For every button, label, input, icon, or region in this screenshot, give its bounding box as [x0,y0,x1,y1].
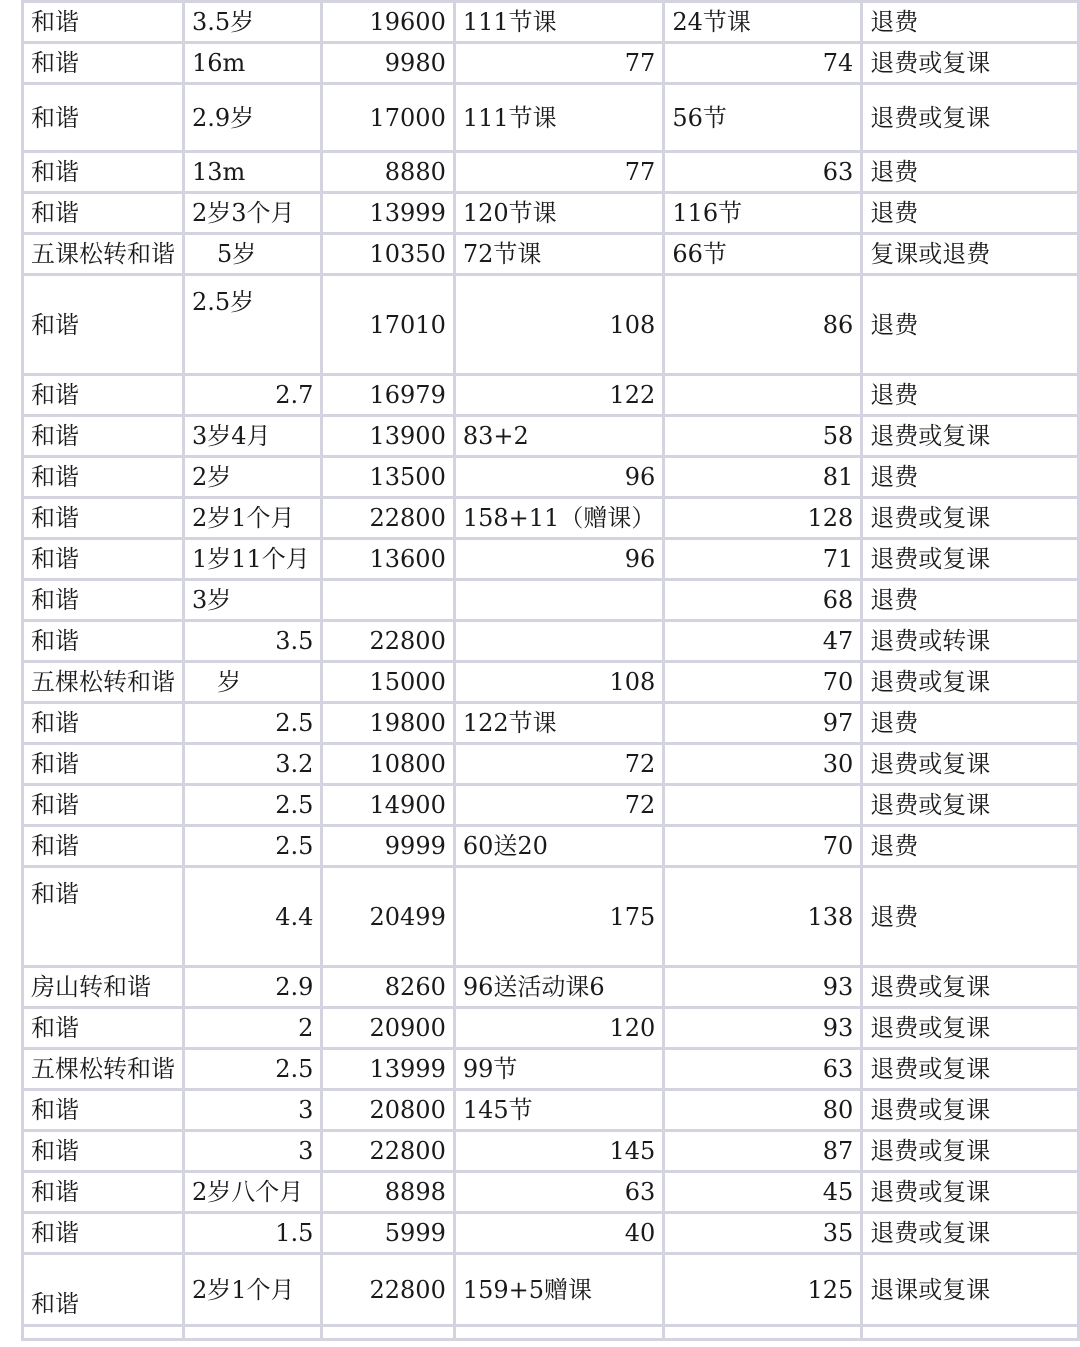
cell-price[interactable]: 22800 [322,1254,454,1326]
cell-request[interactable]: 退费或复课 [862,43,1079,84]
cell-school[interactable]: 和谐 [23,416,184,457]
spreadsheet-table [21,0,1080,1341]
cell-total-lessons[interactable]: 96 [454,457,663,498]
cell-request[interactable]: 退费或转课 [862,621,1079,662]
table-row [23,1090,1079,1131]
cell-total-lessons[interactable]: 72 [454,744,663,785]
table-row [23,580,1079,621]
cell-request[interactable]: 退费或复课 [862,1172,1079,1213]
cell-age[interactable] [184,1326,322,1340]
cell-price[interactable]: 15000 [322,662,454,703]
cell-age[interactable]: 2.5 [184,703,322,744]
cell-request[interactable]: 复课或退费 [862,234,1079,275]
cell-price[interactable]: 20800 [322,1090,454,1131]
cell-total-lessons[interactable]: 145节 [454,1090,663,1131]
cell-school[interactable]: 和谐 [23,84,184,152]
cell-school[interactable]: 和谐 [23,1172,184,1213]
cell-school[interactable]: 和谐 [23,43,184,84]
cell-total-lessons[interactable]: 120节课 [454,193,663,234]
cell-remaining-lessons[interactable]: 63 [664,1049,862,1090]
cell-school[interactable]: 五棵松转和谐 [23,1049,184,1090]
cell-age[interactable]: 3 [184,1090,322,1131]
table-row [23,1213,1079,1254]
cell-school[interactable]: 和谐 [23,1131,184,1172]
table-row [23,539,1079,580]
cell-total-lessons[interactable] [454,1326,663,1340]
cell-school[interactable]: 和谐 [23,275,184,375]
cell-price[interactable]: 22800 [322,621,454,662]
cell-remaining-lessons[interactable]: 68 [664,580,862,621]
cell-request[interactable]: 退费 [862,457,1079,498]
cell-request[interactable]: 退费 [862,867,1079,967]
cell-age[interactable]: 5岁 [184,234,322,275]
cell-price[interactable]: 8898 [322,1172,454,1213]
cell-school[interactable]: 和谐 [23,621,184,662]
cell-request[interactable]: 退费或复课 [862,967,1079,1008]
table-row [23,621,1079,662]
cell-school[interactable] [23,1326,184,1340]
cell-remaining-lessons[interactable]: 66节 [664,234,862,275]
table-row [23,43,1079,84]
cell-request[interactable]: 退费或复课 [862,1131,1079,1172]
cell-school[interactable]: 五课松转和谐 [23,234,184,275]
cell-total-lessons[interactable]: 72 [454,785,663,826]
cell-total-lessons[interactable]: 108 [454,275,663,375]
cell-request[interactable]: 退费 [862,193,1079,234]
table-row [23,193,1079,234]
cell-age[interactable]: 2.9 [184,967,322,1008]
cell-remaining-lessons[interactable]: 30 [664,744,862,785]
cell-age[interactable]: 2岁1个月 [184,1254,322,1326]
cell-age[interactable]: 3.5 [184,621,322,662]
cell-price[interactable]: 22800 [322,1131,454,1172]
cell-school[interactable]: 和谐 [23,703,184,744]
cell-price[interactable]: 13999 [322,193,454,234]
cell-request[interactable]: 退费 [862,580,1079,621]
cell-request[interactable] [862,1326,1079,1340]
cell-request[interactable]: 退费 [862,2,1079,43]
cell-price[interactable]: 19600 [322,2,454,43]
cell-price[interactable]: 17000 [322,84,454,152]
table-row [23,1172,1079,1213]
cell-school[interactable]: 和谐 [23,826,184,867]
cell-price[interactable]: 13900 [322,416,454,457]
cell-school[interactable]: 和谐 [23,1254,184,1326]
table-row [23,1008,1079,1049]
table-row [23,375,1079,416]
table-body [23,2,1079,1340]
cell-price[interactable]: 9980 [322,43,454,84]
cell-school[interactable]: 和谐 [23,498,184,539]
cell-age[interactable]: 3岁4月 [184,416,322,457]
cell-price[interactable]: 13999 [322,1049,454,1090]
cell-school[interactable]: 和谐 [23,744,184,785]
cell-price[interactable]: 13500 [322,457,454,498]
cell-remaining-lessons[interactable]: 81 [664,457,862,498]
cell-request[interactable]: 退费或复课 [862,539,1079,580]
cell-age[interactable]: 2.5 [184,826,322,867]
cell-price[interactable]: 20900 [322,1008,454,1049]
cell-school[interactable]: 和谐 [23,193,184,234]
table-row [23,457,1079,498]
cell-remaining-lessons[interactable]: 56节 [664,84,862,152]
cell-request[interactable]: 退费或复课 [862,498,1079,539]
cell-total-lessons[interactable]: 159+5赠课 [454,1254,663,1326]
cell-request[interactable]: 退费 [862,275,1079,375]
cell-total-lessons[interactable]: 96送活动课6 [454,967,663,1008]
table-row [23,498,1079,539]
table-row [23,1049,1079,1090]
cell-total-lessons[interactable]: 111节课 [454,84,663,152]
cell-price[interactable]: 17010 [322,275,454,375]
cell-request[interactable]: 退费 [862,152,1079,193]
table-row [23,84,1079,152]
table-row [23,275,1079,375]
cell-remaining-lessons[interactable]: 47 [664,621,862,662]
cell-age[interactable]: 2岁3个月 [184,193,322,234]
cell-age[interactable]: 岁 [184,662,322,703]
cell-request[interactable]: 退费 [862,826,1079,867]
cell-price[interactable]: 16979 [322,375,454,416]
cell-age[interactable]: 13m [184,152,322,193]
cell-age[interactable]: 3.2 [184,744,322,785]
cell-remaining-lessons[interactable]: 116节 [664,193,862,234]
cell-total-lessons[interactable]: 72节课 [454,234,663,275]
cell-request[interactable]: 退费或复课 [862,1213,1079,1254]
cell-remaining-lessons[interactable]: 128 [664,498,862,539]
cell-total-lessons[interactable]: 99节 [454,1049,663,1090]
table-row [23,662,1079,703]
cell-remaining-lessons[interactable]: 70 [664,662,862,703]
table-row [23,826,1079,867]
cell-remaining-lessons[interactable]: 45 [664,1172,862,1213]
cell-request[interactable]: 退费或复课 [862,1049,1079,1090]
cell-remaining-lessons[interactable] [664,785,862,826]
table-row [23,2,1079,43]
cell-remaining-lessons[interactable]: 24节课 [664,2,862,43]
cell-remaining-lessons[interactable] [664,375,862,416]
cell-school[interactable]: 房山转和谐 [23,967,184,1008]
cell-total-lessons[interactable]: 122 [454,375,663,416]
cell-remaining-lessons[interactable]: 86 [664,275,862,375]
cell-request[interactable]: 退费或复课 [862,785,1079,826]
cell-total-lessons[interactable]: 158+11（赠课） [454,498,663,539]
cell-age[interactable]: 2岁八个月 [184,1172,322,1213]
cell-age[interactable]: 2 [184,1008,322,1049]
cell-school[interactable]: 和谐 [23,539,184,580]
table-row [23,785,1079,826]
cell-total-lessons[interactable]: 77 [454,152,663,193]
cell-price[interactable] [322,580,454,621]
table-row [23,234,1079,275]
cell-request[interactable]: 退费或复课 [862,1090,1079,1131]
cell-remaining-lessons[interactable]: 138 [664,867,862,967]
cell-total-lessons[interactable]: 83+2 [454,416,663,457]
cell-remaining-lessons[interactable]: 97 [664,703,862,744]
table-row [23,744,1079,785]
table-row [23,1254,1079,1326]
cell-total-lessons[interactable]: 122节课 [454,703,663,744]
cell-total-lessons[interactable]: 77 [454,43,663,84]
cell-request[interactable]: 退课或复课 [862,1254,1079,1326]
cell-school[interactable]: 和谐 [23,580,184,621]
cell-school[interactable]: 和谐 [23,1090,184,1131]
cell-price[interactable]: 8880 [322,152,454,193]
cell-total-lessons[interactable]: 111节课 [454,2,663,43]
cell-price[interactable]: 10800 [322,744,454,785]
cell-remaining-lessons[interactable]: 93 [664,1008,862,1049]
cell-age[interactable]: 2岁1个月 [184,498,322,539]
cell-request[interactable]: 退费或复课 [862,84,1079,152]
cell-total-lessons[interactable]: 108 [454,662,663,703]
cell-price[interactable]: 9999 [322,826,454,867]
cell-price[interactable]: 19800 [322,703,454,744]
cell-age[interactable]: 2.5 [184,785,322,826]
cell-remaining-lessons[interactable]: 70 [664,826,862,867]
cell-remaining-lessons[interactable]: 93 [664,967,862,1008]
cell-school[interactable]: 和谐 [23,867,184,967]
cell-price[interactable]: 8260 [322,967,454,1008]
cell-total-lessons[interactable]: 145 [454,1131,663,1172]
cell-age[interactable]: 2.5岁 [184,275,322,375]
cell-price[interactable]: 10350 [322,234,454,275]
cell-total-lessons[interactable]: 40 [454,1213,663,1254]
cell-price[interactable]: 5999 [322,1213,454,1254]
cell-school[interactable]: 和谐 [23,375,184,416]
cell-school[interactable]: 和谐 [23,152,184,193]
cell-school[interactable]: 和谐 [23,2,184,43]
cell-age[interactable]: 4.4 [184,867,322,967]
cell-request[interactable]: 退费或复课 [862,1008,1079,1049]
cell-age[interactable]: 16m [184,43,322,84]
table-row [23,416,1079,457]
cell-age[interactable]: 1岁11个月 [184,539,322,580]
cell-price[interactable]: 13600 [322,539,454,580]
cell-request[interactable]: 退费或复课 [862,416,1079,457]
cell-total-lessons[interactable] [454,580,663,621]
cell-age[interactable]: 2.5 [184,1049,322,1090]
cell-price[interactable]: 22800 [322,498,454,539]
cell-remaining-lessons[interactable]: 80 [664,1090,862,1131]
cell-total-lessons[interactable] [454,621,663,662]
cell-price[interactable]: 20499 [322,867,454,967]
table-row [23,1131,1079,1172]
cell-age[interactable]: 2岁 [184,457,322,498]
cell-age[interactable]: 3 [184,1131,322,1172]
table-row-partial [23,1326,1079,1340]
cell-total-lessons[interactable]: 63 [454,1172,663,1213]
table-row [23,152,1079,193]
cell-request[interactable]: 退费或复课 [862,662,1079,703]
cell-age[interactable]: 2.9岁 [184,84,322,152]
cell-school[interactable]: 和谐 [23,1008,184,1049]
cell-school[interactable]: 和谐 [23,785,184,826]
cell-remaining-lessons[interactable]: 71 [664,539,862,580]
cell-age[interactable]: 1.5 [184,1213,322,1254]
cell-remaining-lessons[interactable]: 58 [664,416,862,457]
table-row [23,967,1079,1008]
cell-total-lessons[interactable]: 96 [454,539,663,580]
cell-total-lessons[interactable]: 175 [454,867,663,967]
table-row [23,703,1079,744]
cell-remaining-lessons[interactable]: 63 [664,152,862,193]
cell-remaining-lessons[interactable] [664,1326,862,1340]
cell-request[interactable]: 退费 [862,703,1079,744]
cell-remaining-lessons[interactable]: 35 [664,1213,862,1254]
cell-age[interactable]: 3岁 [184,580,322,621]
cell-request[interactable]: 退费 [862,375,1079,416]
cell-price[interactable]: 14900 [322,785,454,826]
cell-age[interactable]: 3.5岁 [184,2,322,43]
cell-price[interactable] [322,1326,454,1340]
cell-school[interactable]: 五棵松转和谐 [23,662,184,703]
cell-age[interactable]: 2.7 [184,375,322,416]
cell-remaining-lessons[interactable]: 125 [664,1254,862,1326]
cell-request[interactable]: 退费或复课 [862,744,1079,785]
cell-school[interactable]: 和谐 [23,457,184,498]
cell-remaining-lessons[interactable]: 74 [664,43,862,84]
cell-total-lessons[interactable]: 120 [454,1008,663,1049]
cell-school[interactable]: 和谐 [23,1213,184,1254]
cell-total-lessons[interactable]: 60送20 [454,826,663,867]
cell-remaining-lessons[interactable]: 87 [664,1131,862,1172]
table-row [23,867,1079,967]
